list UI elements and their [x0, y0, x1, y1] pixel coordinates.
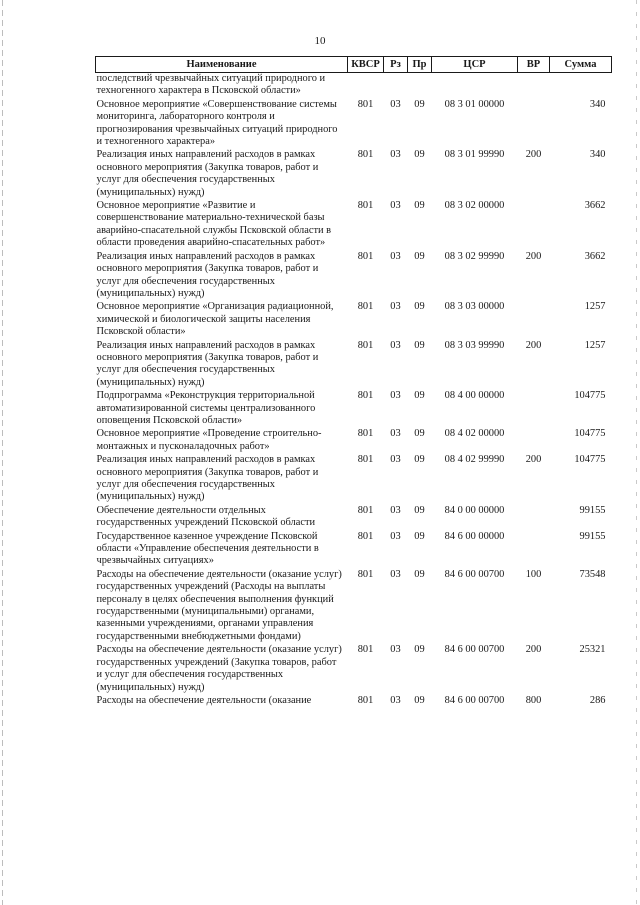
cell-name: Реализация иных направлений расходов в рамках основного мероприятия (Закупка товаров, работ и услуг для обеспечения государственных (муниципальных) нужд) [96, 149, 319, 198]
cell-rz: 03 [390, 149, 401, 161]
cell-name: Подпрограмма «Реконструкция территориальной автоматизированной системы централизованного оповещения Псковской области» [96, 390, 316, 426]
cell-name: Основное мероприятие «Организация радиационной, химической и биологической защиты населения Псковской области» [96, 301, 334, 338]
cell-vr [518, 200, 550, 251]
cell-csr: 08 3 01 99990 [444, 149, 505, 161]
cell-sum: 99155 [579, 530, 606, 542]
cell-pr: 09 [414, 200, 425, 212]
cell-vr [518, 505, 550, 531]
cell-rz: 03 [390, 694, 401, 706]
page-number: 10 [314, 35, 326, 47]
cell-kvsr: 801 [357, 390, 374, 402]
cell-rz: 03 [390, 390, 401, 402]
cell-name: Государственное казенное учреждение Псковской области «Управление обеспечения деятельности в чрезвычайных ситуациях» [96, 530, 319, 567]
cell-name: Реализация иных направлений расходов в рамках основного мероприятия (Закупка товаров, работ и услуг для обеспечения государственных (муниципальных) нужд) [96, 454, 319, 503]
table-row [96, 505, 612, 531]
cell-name: Реализация иных направлений расходов в рамках основного мероприятия (Закупка товаров, работ и услуг для обеспечения государственных (муниципальных) нужд) [96, 339, 319, 388]
cell-csr: 84 6 00 00700 [444, 568, 505, 580]
cell-sum: 1257 [584, 339, 606, 351]
cell-kvsr: 801 [357, 428, 374, 440]
cell-vr: 200 [525, 250, 542, 262]
cell-rz: 03 [390, 250, 401, 262]
cell-pr: 09 [414, 568, 425, 580]
cell-sum: 340 [589, 98, 606, 110]
cell-vr: 200 [525, 644, 542, 656]
header-csr: ЦСР [432, 57, 518, 73]
cell-pr: 09 [414, 149, 425, 161]
cell-name: последствий чрезвычайных ситуаций природного и техногенного характера в Псковской области» [96, 73, 326, 97]
cell-pr: 09 [414, 339, 425, 351]
cell-csr: 08 3 03 99990 [444, 339, 505, 351]
cell-sum: 3662 [584, 200, 606, 212]
cell-rz: 03 [390, 530, 401, 542]
cell-csr: 08 4 02 99990 [444, 454, 505, 466]
table-row [96, 149, 612, 200]
cell-kvsr: 801 [357, 694, 374, 706]
cell-vr [518, 428, 550, 454]
cell-kvsr: 801 [357, 568, 374, 580]
cell-pr: 09 [414, 454, 425, 466]
cell-sum: 104775 [574, 428, 606, 440]
cell-kvsr: 801 [357, 98, 374, 110]
header-vr: ВР [518, 57, 550, 73]
cell-csr: 08 3 01 00000 [444, 98, 505, 110]
header-name: Наименование [96, 57, 348, 73]
table-row [96, 569, 612, 644]
cell-pr: 09 [414, 694, 425, 706]
table-row [96, 340, 612, 391]
cell-vr [518, 531, 550, 569]
cell-rz: 03 [390, 428, 401, 440]
cell-pr: 09 [414, 428, 425, 440]
cell-name: Основное мероприятие «Проведение строительно-монтажных и пусконаладочных работ» [96, 428, 322, 452]
cell-rz [384, 73, 408, 99]
cell-name: Реализация иных направлений расходов в рамках основного мероприятия (Закупка товаров, работ и услуг для обеспечения государственных (муниципальных) нужд) [96, 250, 319, 299]
cell-rz: 03 [390, 644, 401, 656]
cell-vr: 800 [525, 694, 542, 706]
cell-kvsr: 801 [357, 200, 374, 212]
cell-rz: 03 [390, 98, 401, 110]
table-body [96, 73, 612, 709]
cell-vr: 200 [525, 149, 542, 161]
cell-rz: 03 [390, 454, 401, 466]
table-row [96, 99, 612, 150]
cell-csr: 84 6 00 00000 [444, 530, 505, 542]
header-kvsr: КВСР [348, 57, 384, 73]
cell-vr [518, 390, 550, 428]
cell-csr: 08 3 02 00000 [444, 200, 505, 212]
cell-kvsr: 801 [357, 454, 374, 466]
cell-csr: 08 4 00 00000 [444, 390, 505, 402]
cell-sum: 99155 [579, 504, 606, 516]
cell-rz: 03 [390, 200, 401, 212]
cell-kvsr: 801 [357, 644, 374, 656]
table-row [96, 644, 612, 695]
cell-pr [408, 73, 432, 99]
header-sum: Сумма [550, 57, 612, 73]
cell-pr: 09 [414, 644, 425, 656]
cell-name: Расходы на обеспечение деятельности (оказание услуг) государственных учреждений (Расходы на выплаты персоналу в целях обеспечения выполнения функций государственными (муниципальными) органами, казенными учреждениями, органами управления государственными внебюджетными фондами) [96, 568, 342, 642]
cell-sum: 25321 [579, 644, 606, 656]
cell-pr: 09 [414, 301, 425, 313]
cell-vr [518, 301, 550, 339]
cell-pr: 09 [414, 250, 425, 262]
cell-sum: 104775 [574, 454, 606, 466]
cell-rz: 03 [390, 339, 401, 351]
cell-sum [550, 73, 612, 99]
cell-pr: 09 [414, 530, 425, 542]
scan-edge-left [2, 0, 3, 905]
cell-vr [518, 73, 550, 99]
cell-sum: 1257 [584, 301, 606, 313]
table-header-row [96, 57, 612, 73]
table-row [96, 531, 612, 569]
cell-name: Расходы на обеспечение деятельности (оказание услуг) государственных учреждений (Закупка товаров, работ и услуг для обеспечения государственных (муниципальных) нужд) [96, 644, 342, 693]
cell-vr: 200 [525, 339, 542, 351]
cell-pr: 09 [414, 390, 425, 402]
cell-kvsr: 801 [357, 530, 374, 542]
budget-table [95, 56, 612, 708]
table-row [96, 200, 612, 251]
cell-pr: 09 [414, 98, 425, 110]
cell-sum: 286 [589, 694, 606, 706]
cell-csr: 84 6 00 00700 [444, 694, 505, 706]
cell-rz: 03 [390, 568, 401, 580]
cell-sum: 104775 [574, 390, 606, 402]
cell-csr: 84 0 00 00000 [444, 504, 505, 516]
cell-csr: 08 4 02 00000 [444, 428, 505, 440]
cell-sum: 3662 [584, 250, 606, 262]
cell-kvsr [348, 73, 384, 99]
cell-name: Расходы на обеспечение деятельности (оказание [96, 694, 312, 706]
table-row [96, 390, 612, 428]
cell-csr: 84 6 00 00700 [444, 644, 505, 656]
cell-vr: 200 [525, 454, 542, 466]
cell-kvsr: 801 [357, 250, 374, 262]
cell-name: Обеспечение деятельности отдельных государственных учреждений Псковской области [96, 504, 316, 529]
cell-rz: 03 [390, 301, 401, 313]
cell-name: Основное мероприятие «Развитие и совершенствование материально-технической базы аварийно-спасательной службы Псковской области в области проведения аварийно-спасательных работ» [96, 200, 332, 249]
cell-kvsr: 801 [357, 339, 374, 351]
cell-csr [432, 73, 518, 99]
scan-edge-right [636, 0, 637, 905]
cell-vr: 100 [525, 568, 542, 580]
table-row [96, 251, 612, 302]
cell-sum: 73548 [579, 568, 606, 580]
cell-vr [518, 99, 550, 150]
table-row [96, 454, 612, 505]
table-row [96, 301, 612, 339]
cell-name: Основное мероприятие «Совершенствование системы мониторинга, лабораторного контроля и прогнозирования чрезвычайных ситуаций природного и техногенного характера» [96, 98, 338, 148]
header-pr: Пр [408, 57, 432, 73]
table-row [96, 428, 612, 454]
cell-csr: 08 3 03 00000 [444, 301, 505, 313]
cell-pr: 09 [414, 504, 425, 516]
cell-sum: 340 [589, 149, 606, 161]
cell-csr: 08 3 02 99990 [444, 250, 505, 262]
table-row [96, 695, 612, 708]
cell-kvsr: 801 [357, 149, 374, 161]
cell-rz: 03 [390, 504, 401, 516]
table-row [96, 73, 612, 99]
header-rz: Рз [384, 57, 408, 73]
cell-kvsr: 801 [357, 301, 374, 313]
cell-kvsr: 801 [357, 504, 374, 516]
